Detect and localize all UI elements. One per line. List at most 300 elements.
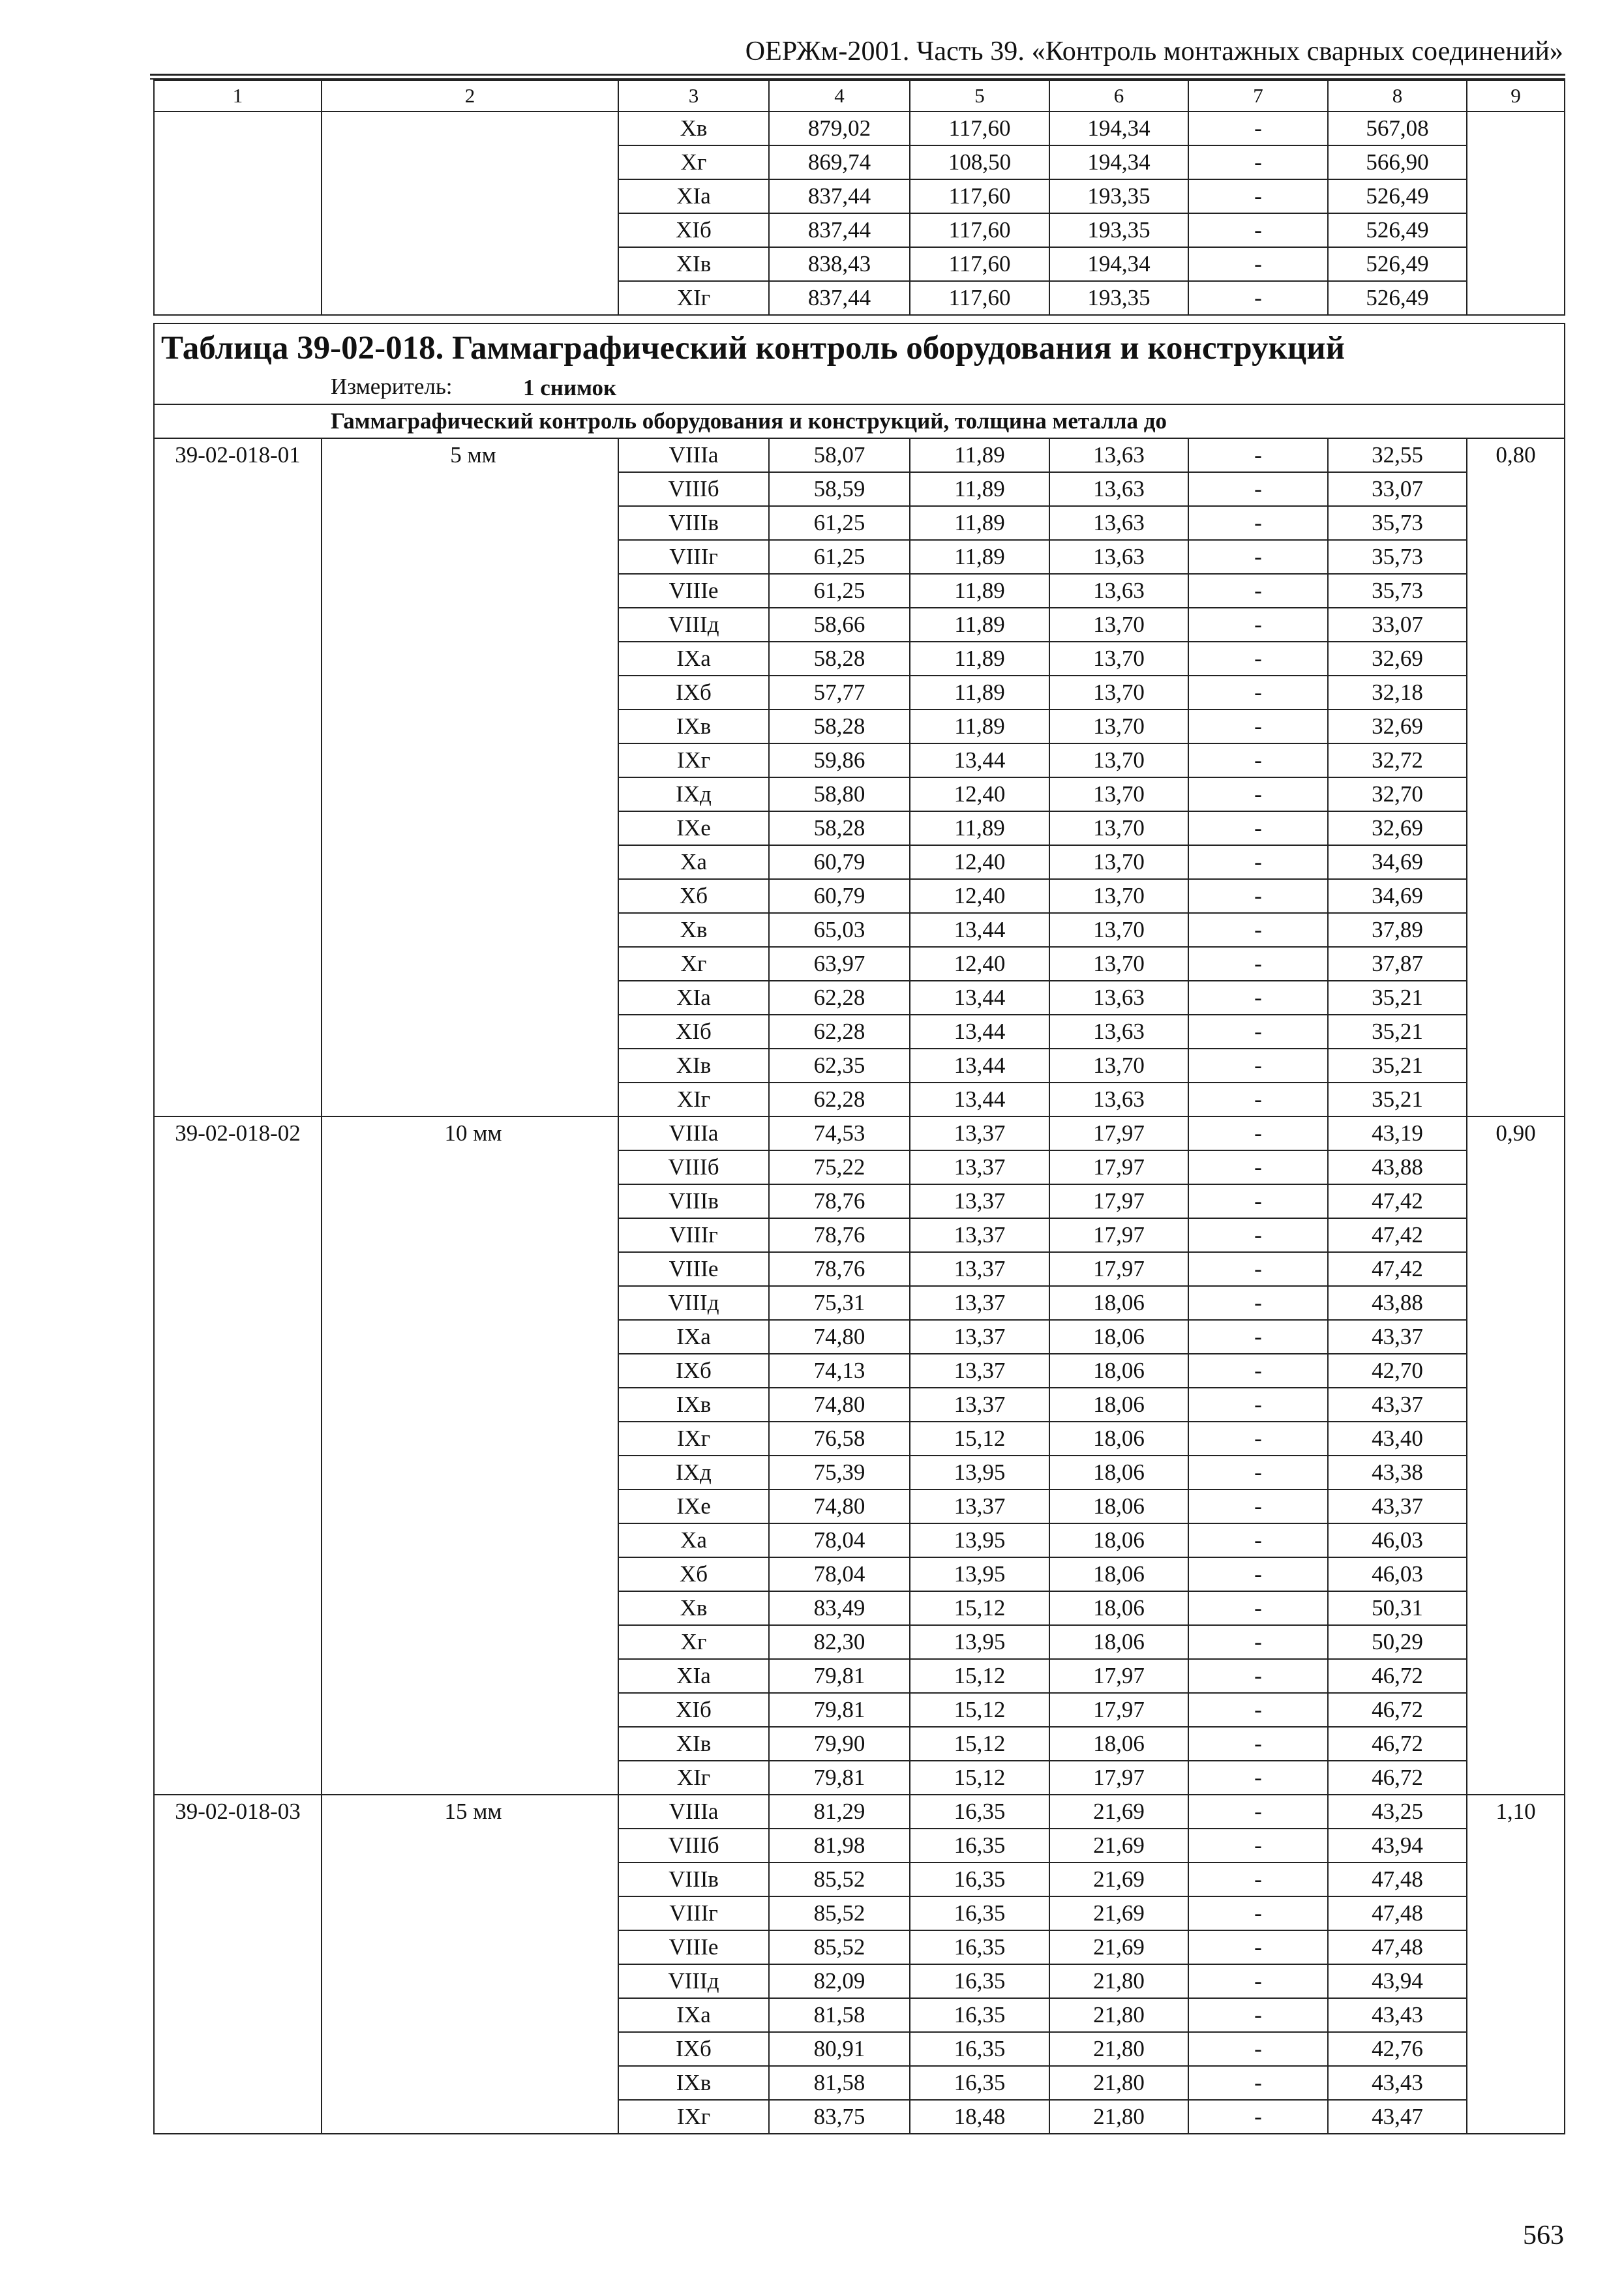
- table-cell: XIб: [618, 1015, 769, 1049]
- table-cell: VIIIг: [618, 540, 769, 574]
- table-cell: -: [1188, 777, 1328, 811]
- table-cell: 117,60: [910, 112, 1049, 145]
- table-cell: XIг: [618, 281, 769, 315]
- table-cell: IXа: [618, 642, 769, 676]
- metal-thickness: 5 мм: [322, 438, 618, 1116]
- table-cell: 13,37: [910, 1150, 1049, 1184]
- table-cell: 65,03: [769, 913, 910, 947]
- table-cell: 42,70: [1328, 1354, 1467, 1388]
- table-cell: 11,89: [910, 438, 1049, 472]
- table-cell: 43,88: [1328, 1286, 1467, 1320]
- table-cell: -: [1188, 1998, 1328, 2032]
- table-cell: -: [1188, 179, 1328, 213]
- table-cell: 37,89: [1328, 913, 1467, 947]
- table-cell: XIб: [618, 213, 769, 247]
- table-cell: 78,04: [769, 1557, 910, 1591]
- table-cell: -: [1188, 112, 1328, 145]
- table-cell: -: [1188, 981, 1328, 1015]
- table-cell: 13,70: [1049, 845, 1188, 879]
- table-row: [154, 112, 1565, 145]
- table-cell: 58,28: [769, 710, 910, 743]
- table-cell: 42,76: [1328, 2032, 1467, 2066]
- table-cell: 21,80: [1049, 1964, 1188, 1998]
- table-cell: 13,44: [910, 981, 1049, 1015]
- unit-label: Измеритель:: [331, 374, 453, 399]
- column-number: 6: [1049, 80, 1188, 112]
- table-cell: 13,63: [1049, 472, 1188, 506]
- table-cell: 85,52: [769, 1930, 910, 1964]
- table-cell: -: [1188, 710, 1328, 743]
- table-cell: IXа: [618, 1998, 769, 2032]
- table-cell: -: [1188, 1015, 1328, 1049]
- header-rule: [150, 74, 1565, 76]
- table-cell: 75,22: [769, 1150, 910, 1184]
- table-cell: 46,03: [1328, 1523, 1467, 1557]
- table-cell: 61,25: [769, 506, 910, 540]
- table-cell: 18,06: [1049, 1286, 1188, 1320]
- table-cell: 18,06: [1049, 1625, 1188, 1659]
- table-cell: 16,35: [910, 2032, 1049, 2066]
- table-cell: 32,72: [1328, 743, 1467, 777]
- table-cell: XIв: [618, 247, 769, 281]
- table-cell: -: [1188, 1422, 1328, 1456]
- table-cell: 81,58: [769, 2066, 910, 2100]
- table-cell: -: [1188, 438, 1328, 472]
- table-cell: 43,37: [1328, 1388, 1467, 1422]
- table-cell: -: [1188, 1150, 1328, 1184]
- table-cell: 80,91: [769, 2032, 910, 2066]
- estimate-code: 39-02-018-02: [154, 1116, 322, 1795]
- table-cell: -: [1188, 506, 1328, 540]
- table-cell: -: [1188, 811, 1328, 845]
- table-cell: 18,48: [910, 2100, 1049, 2134]
- table-cell: 17,97: [1049, 1116, 1188, 1150]
- table-cell: 13,44: [910, 1049, 1049, 1083]
- table-cell: 43,88: [1328, 1150, 1467, 1184]
- table-cell: -: [1188, 472, 1328, 506]
- running-header: ОЕРЖм-2001. Часть 39. «Контроль монтажных сварных соединений»: [745, 37, 1563, 67]
- table-cell: -: [1188, 947, 1328, 981]
- table-cell: 194,34: [1049, 145, 1188, 179]
- column-number-row: [154, 80, 1565, 112]
- table-cell: IXв: [618, 2066, 769, 2100]
- table-cell: 75,31: [769, 1286, 910, 1320]
- table-cell: -: [1188, 879, 1328, 913]
- table-cell: -: [1188, 1116, 1328, 1150]
- table-cell: 108,50: [910, 145, 1049, 179]
- table-cell: 33,07: [1328, 608, 1467, 642]
- coef-cell: [1467, 112, 1565, 315]
- table-cell: Xб: [618, 1557, 769, 1591]
- table-cell: Xг: [618, 145, 769, 179]
- coefficient: 0,80: [1467, 438, 1565, 1116]
- table-cell: 13,44: [910, 1083, 1049, 1116]
- continuation-table: [153, 80, 1565, 316]
- table-cell: 13,70: [1049, 811, 1188, 845]
- table-cell: 34,69: [1328, 879, 1467, 913]
- table-cell: 35,21: [1328, 981, 1467, 1015]
- coefficient: 0,90: [1467, 1116, 1565, 1795]
- table-cell: 18,06: [1049, 1557, 1188, 1591]
- table-cell: 13,70: [1049, 947, 1188, 981]
- table-cell: 63,97: [769, 947, 910, 981]
- table-cell: 13,70: [1049, 879, 1188, 913]
- table-cell: 32,69: [1328, 642, 1467, 676]
- table-cell: 18,06: [1049, 1388, 1188, 1422]
- table-row: [154, 438, 1565, 472]
- table-cell: 526,49: [1328, 281, 1467, 315]
- table-cell: 81,58: [769, 1998, 910, 2032]
- param-cell: [322, 112, 618, 315]
- table-cell: 879,02: [769, 112, 910, 145]
- table-cell: XIб: [618, 1693, 769, 1727]
- table-cell: VIIIв: [618, 1863, 769, 1896]
- table-cell: -: [1188, 1829, 1328, 1863]
- table-cell: VIIIб: [618, 472, 769, 506]
- table-cell: 13,70: [1049, 913, 1188, 947]
- table-cell: 193,35: [1049, 281, 1188, 315]
- table-cell: IXд: [618, 1456, 769, 1489]
- table-cell: -: [1188, 574, 1328, 608]
- table-cell: 32,55: [1328, 438, 1467, 472]
- table-cell: 194,34: [1049, 112, 1188, 145]
- table-cell: 47,42: [1328, 1252, 1467, 1286]
- table-cell: -: [1188, 1388, 1328, 1422]
- table-cell: 79,81: [769, 1761, 910, 1795]
- table-cell: 13,63: [1049, 438, 1188, 472]
- table-cell: 21,69: [1049, 1795, 1188, 1829]
- table-cell: 15,12: [910, 1693, 1049, 1727]
- table-cell: -: [1188, 1489, 1328, 1523]
- table-cell: 78,76: [769, 1184, 910, 1218]
- table-cell: -: [1188, 1252, 1328, 1286]
- table-cell: -: [1188, 281, 1328, 315]
- table-cell: 83,75: [769, 2100, 910, 2134]
- table-cell: 43,43: [1328, 1998, 1467, 2032]
- table-cell: 12,40: [910, 845, 1049, 879]
- table-cell: 43,38: [1328, 1456, 1467, 1489]
- table-cell: 13,63: [1049, 506, 1188, 540]
- table-cell: 567,08: [1328, 112, 1467, 145]
- table-cell: 47,48: [1328, 1896, 1467, 1930]
- table-cell: 17,97: [1049, 1218, 1188, 1252]
- table-cell: 74,80: [769, 1320, 910, 1354]
- table-cell: IXг: [618, 1422, 769, 1456]
- table-cell: -: [1188, 247, 1328, 281]
- table-cell: 79,90: [769, 1727, 910, 1761]
- table-cell: -: [1188, 1761, 1328, 1795]
- table-cell: 58,66: [769, 608, 910, 642]
- table-cell: 74,53: [769, 1116, 910, 1150]
- metal-thickness: 15 мм: [322, 1795, 618, 2134]
- table-cell: 21,69: [1049, 1863, 1188, 1896]
- table-cell: 81,98: [769, 1829, 910, 1863]
- table-cell: 837,44: [769, 281, 910, 315]
- table-cell: 43,47: [1328, 2100, 1467, 2134]
- table-cell: VIIIе: [618, 574, 769, 608]
- table-cell: 15,12: [910, 1659, 1049, 1693]
- table-cell: -: [1188, 1930, 1328, 1964]
- subheading-row: [154, 404, 1565, 438]
- table-cell: 21,80: [1049, 2032, 1188, 2066]
- table-cell: 526,49: [1328, 179, 1467, 213]
- table-cell: -: [1188, 1727, 1328, 1761]
- table-cell: -: [1188, 1049, 1328, 1083]
- table-cell: -: [1188, 2066, 1328, 2100]
- table-title-cell: [154, 323, 1565, 404]
- coefficient: 1,10: [1467, 1795, 1565, 2134]
- table-cell: 13,63: [1049, 540, 1188, 574]
- table-cell: 11,89: [910, 676, 1049, 710]
- table-cell: 11,89: [910, 506, 1049, 540]
- table-cell: 18,06: [1049, 1727, 1188, 1761]
- table-title: Таблица 39-02-018. Гаммаграфический контроль оборудования и конструкций: [161, 330, 1345, 367]
- table-cell: 15,12: [910, 1422, 1049, 1456]
- table-cell: IXг: [618, 743, 769, 777]
- table-cell: 35,73: [1328, 574, 1467, 608]
- table-cell: 869,74: [769, 145, 910, 179]
- table-cell: 43,94: [1328, 1829, 1467, 1863]
- table-cell: VIIIа: [618, 438, 769, 472]
- table-cell: 47,42: [1328, 1184, 1467, 1218]
- table-cell: 78,04: [769, 1523, 910, 1557]
- table-cell: 18,06: [1049, 1489, 1188, 1523]
- table-cell: 85,52: [769, 1896, 910, 1930]
- table-cell: 21,69: [1049, 1930, 1188, 1964]
- unit-value: 1 снимок: [523, 375, 617, 400]
- table-cell: VIIIг: [618, 1218, 769, 1252]
- table-cell: 11,89: [910, 811, 1049, 845]
- table-cell: 12,40: [910, 947, 1049, 981]
- table-cell: IXв: [618, 1388, 769, 1422]
- table-cell: 13,70: [1049, 777, 1188, 811]
- table-cell: 60,79: [769, 845, 910, 879]
- table-cell: -: [1188, 1320, 1328, 1354]
- table-cell: -: [1188, 2032, 1328, 2066]
- table-cell: 838,43: [769, 247, 910, 281]
- table-cell: 566,90: [1328, 145, 1467, 179]
- table-cell: IXв: [618, 710, 769, 743]
- table-cell: 16,35: [910, 2066, 1049, 2100]
- table-cell: 837,44: [769, 213, 910, 247]
- table-cell: 43,37: [1328, 1489, 1467, 1523]
- table-cell: -: [1188, 1456, 1328, 1489]
- table-cell: 526,49: [1328, 247, 1467, 281]
- table-cell: 13,95: [910, 1557, 1049, 1591]
- table-cell: XIа: [618, 179, 769, 213]
- table-cell: -: [1188, 1523, 1328, 1557]
- table-cell: -: [1188, 1083, 1328, 1116]
- table-cell: -: [1188, 608, 1328, 642]
- table-cell: IXе: [618, 1489, 769, 1523]
- table-cell: 11,89: [910, 540, 1049, 574]
- table-cell: VIIIд: [618, 1964, 769, 1998]
- table-cell: IXе: [618, 811, 769, 845]
- table-cell: -: [1188, 913, 1328, 947]
- table-cell: 32,18: [1328, 676, 1467, 710]
- table-cell: 13,37: [910, 1354, 1049, 1388]
- table-row: [154, 1116, 1565, 1150]
- table-cell: -: [1188, 676, 1328, 710]
- table-cell: Xв: [618, 913, 769, 947]
- table-cell: 34,69: [1328, 845, 1467, 879]
- table-cell: 78,76: [769, 1252, 910, 1286]
- table-cell: VIIIе: [618, 1252, 769, 1286]
- table-cell: 58,28: [769, 642, 910, 676]
- table-cell: 33,07: [1328, 472, 1467, 506]
- table-cell: -: [1188, 540, 1328, 574]
- table-cell: 13,70: [1049, 1049, 1188, 1083]
- table-cell: 13,63: [1049, 981, 1188, 1015]
- table-cell: -: [1188, 1795, 1328, 1829]
- table-cell: -: [1188, 845, 1328, 879]
- table-cell: 117,60: [910, 179, 1049, 213]
- table-cell: 47,42: [1328, 1218, 1467, 1252]
- table-cell: 21,80: [1049, 2100, 1188, 2134]
- table-cell: 46,72: [1328, 1659, 1467, 1693]
- table-cell: 18,06: [1049, 1320, 1188, 1354]
- table-title-row: [154, 323, 1565, 404]
- table-cell: 59,86: [769, 743, 910, 777]
- table-cell: 13,37: [910, 1252, 1049, 1286]
- code-cell: [154, 112, 322, 315]
- column-number: 2: [322, 80, 618, 112]
- table-cell: 17,97: [1049, 1252, 1188, 1286]
- table-cell: 74,13: [769, 1354, 910, 1388]
- table-cell: 193,35: [1049, 179, 1188, 213]
- table-cell: 837,44: [769, 179, 910, 213]
- table-cell: 13,63: [1049, 1083, 1188, 1116]
- table-cell: 62,28: [769, 1015, 910, 1049]
- table-cell: 117,60: [910, 213, 1049, 247]
- table-cell: 12,40: [910, 879, 1049, 913]
- table-cell: 46,72: [1328, 1693, 1467, 1727]
- table-cell: XIв: [618, 1727, 769, 1761]
- table-cell: 16,35: [910, 1829, 1049, 1863]
- table-cell: Xв: [618, 1591, 769, 1625]
- table-cell: 17,97: [1049, 1761, 1188, 1795]
- table-cell: 62,35: [769, 1049, 910, 1083]
- table-cell: 18,06: [1049, 1354, 1188, 1388]
- table-cell: 13,63: [1049, 1015, 1188, 1049]
- table-cell: 16,35: [910, 1795, 1049, 1829]
- table-cell: IXб: [618, 1354, 769, 1388]
- column-number: 4: [769, 80, 910, 112]
- table-cell: 43,19: [1328, 1116, 1467, 1150]
- table-cell: VIIIд: [618, 1286, 769, 1320]
- table-cell: 13,70: [1049, 642, 1188, 676]
- table-cell: XIв: [618, 1049, 769, 1083]
- table-cell: VIIIа: [618, 1116, 769, 1150]
- table-cell: 43,43: [1328, 2066, 1467, 2100]
- table-cell: 21,69: [1049, 1829, 1188, 1863]
- table-cell: 43,40: [1328, 1422, 1467, 1456]
- table-cell: 21,80: [1049, 2066, 1188, 2100]
- table-cell: 58,80: [769, 777, 910, 811]
- table-cell: -: [1188, 145, 1328, 179]
- table-cell: 46,72: [1328, 1761, 1467, 1795]
- table-cell: 11,89: [910, 472, 1049, 506]
- table-cell: 35,21: [1328, 1049, 1467, 1083]
- table-cell: 13,95: [910, 1625, 1049, 1659]
- table-cell: 15,12: [910, 1727, 1049, 1761]
- metal-thickness: 10 мм: [322, 1116, 618, 1795]
- table-cell: -: [1188, 1591, 1328, 1625]
- column-number: 7: [1188, 80, 1328, 112]
- table-cell: 12,40: [910, 777, 1049, 811]
- table-cell: VIIIа: [618, 1795, 769, 1829]
- column-number: 8: [1328, 80, 1467, 112]
- column-number: 1: [154, 80, 322, 112]
- table-cell: 74,80: [769, 1388, 910, 1422]
- table-cell: 13,37: [910, 1489, 1049, 1523]
- table-cell: XIа: [618, 1659, 769, 1693]
- table-cell: 18,06: [1049, 1422, 1188, 1456]
- table-cell: 83,49: [769, 1591, 910, 1625]
- table-cell: Xг: [618, 1625, 769, 1659]
- table-cell: 57,77: [769, 676, 910, 710]
- table-cell: 18,06: [1049, 1523, 1188, 1557]
- table-cell: -: [1188, 1693, 1328, 1727]
- table-cell: -: [1188, 1354, 1328, 1388]
- table-cell: VIIIб: [618, 1829, 769, 1863]
- table-cell: 78,76: [769, 1218, 910, 1252]
- table-cell: 13,37: [910, 1116, 1049, 1150]
- table-cell: 35,73: [1328, 540, 1467, 574]
- table-cell: 61,25: [769, 574, 910, 608]
- table-cell: 16,35: [910, 1998, 1049, 2032]
- table-cell: -: [1188, 743, 1328, 777]
- table-cell: 50,29: [1328, 1625, 1467, 1659]
- table-cell: -: [1188, 1557, 1328, 1591]
- table-cell: Xа: [618, 845, 769, 879]
- table-cell: 58,59: [769, 472, 910, 506]
- table-cell: 17,97: [1049, 1693, 1188, 1727]
- table-cell: -: [1188, 2100, 1328, 2134]
- table-cell: 13,44: [910, 743, 1049, 777]
- table-cell: 35,21: [1328, 1083, 1467, 1116]
- table-cell: VIIIд: [618, 608, 769, 642]
- table-cell: 13,70: [1049, 710, 1188, 743]
- table-cell: VIIIб: [618, 1150, 769, 1184]
- table-cell: 32,69: [1328, 710, 1467, 743]
- table-cell: 76,58: [769, 1422, 910, 1456]
- table-cell: 81,29: [769, 1795, 910, 1829]
- table-cell: 50,31: [1328, 1591, 1467, 1625]
- table-cell: XIг: [618, 1761, 769, 1795]
- table-cell: 21,80: [1049, 1998, 1188, 2032]
- table-cell: IXд: [618, 777, 769, 811]
- table-cell: IXб: [618, 676, 769, 710]
- table-cell: XIг: [618, 1083, 769, 1116]
- table-cell: -: [1188, 1659, 1328, 1693]
- table-cell: 60,79: [769, 879, 910, 913]
- table-cell: 21,69: [1049, 1896, 1188, 1930]
- table-cell: IXб: [618, 2032, 769, 2066]
- table-cell: 13,95: [910, 1456, 1049, 1489]
- table-cell: 46,03: [1328, 1557, 1467, 1591]
- table-cell: 35,73: [1328, 506, 1467, 540]
- table-cell: 16,35: [910, 1863, 1049, 1896]
- table-cell: 193,35: [1049, 213, 1188, 247]
- table-cell: -: [1188, 1863, 1328, 1896]
- table-cell: 62,28: [769, 981, 910, 1015]
- estimate-code: 39-02-018-03: [154, 1795, 322, 2134]
- table-cell: 15,12: [910, 1761, 1049, 1795]
- table-cell: 117,60: [910, 247, 1049, 281]
- table-cell: -: [1188, 1896, 1328, 1930]
- table-cell: 13,70: [1049, 608, 1188, 642]
